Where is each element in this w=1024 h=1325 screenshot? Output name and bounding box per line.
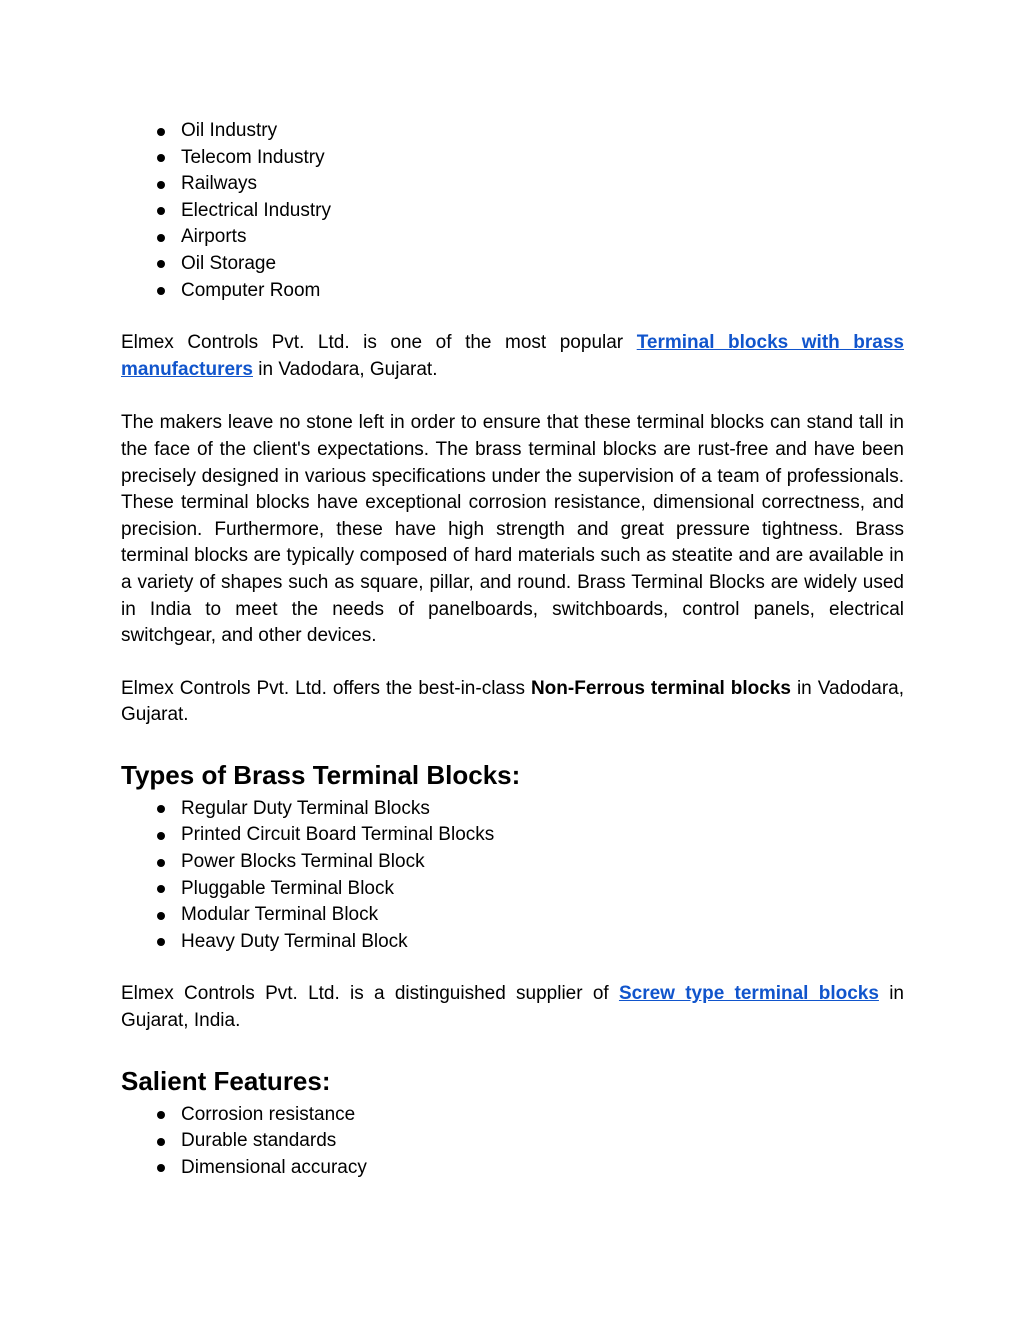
bullet-icon [157,832,165,840]
types-list [121,796,904,956]
paragraph-text: Elmex Controls Pvt. Ltd. is one of the most popular [121,332,637,354]
list-item [121,171,904,198]
bullet-icon [157,1164,165,1172]
list-item [121,145,904,172]
list-item [121,822,904,849]
paragraph-text: Elmex Controls Pvt. Ltd. offers the best-in-class [121,677,531,699]
bullet-icon [157,234,165,242]
types-heading: Types of Brass Terminal Blocks: [121,759,521,790]
paragraph-text: in Vadodara, Gujarat. [121,677,904,726]
bullet-icon [157,1138,165,1146]
list-item-label: Railways [181,173,258,195]
list-item-label: Heavy Duty Terminal Block [181,930,408,952]
bullet-icon [157,181,165,189]
bullet-icon [157,938,165,946]
screw-type-terminal-blocks-link[interactable]: Screw type terminal blocks [618,983,879,1005]
bullet-icon [157,128,165,136]
list-item [121,224,904,251]
list-item [121,198,904,225]
list-item-label: Regular Duty Terminal Blocks [181,797,430,819]
list-item-label: Oil Industry [181,120,278,141]
bullet-icon [157,859,165,867]
paragraph-text: in Vadodara, Gujarat. [253,358,438,380]
list-item [121,251,904,278]
bullet-icon [157,154,165,162]
list-item [121,876,904,903]
list-item [121,902,904,929]
list-item [121,1128,904,1155]
paragraph-text: in Gujarat, India. [121,983,904,1032]
features-list [121,1102,904,1182]
bullet-icon [157,207,165,215]
list-item-label: Oil Storage [181,252,277,274]
list-item [121,929,904,956]
list-item [121,278,904,305]
terminal-blocks-brass-link[interactable]: Terminal blocks with brass manufacturers [121,332,904,380]
document-page [121,118,904,1181]
list-item-label: Computer Room [181,279,321,301]
manufacturers-paragraph [121,330,904,383]
industries-list [121,118,904,304]
features-heading: Salient Features: [121,1065,331,1096]
list-item-label: Corrosion resistance [181,1103,356,1125]
paragraph-text: Elmex Controls Pvt. Ltd. is a distinguished supplier of [121,983,619,1005]
list-item [121,1102,904,1129]
bullet-icon [157,287,165,295]
list-item [121,796,904,823]
list-item-label: Printed Circuit Board Terminal Blocks [181,824,495,846]
non-ferrous-emphasis: Non-Ferrous terminal blocks [530,677,791,699]
list-item-label: Telecom Industry [181,146,325,168]
list-item-label: Airports [181,226,247,248]
list-item-label: Pluggable Terminal Block [181,877,394,899]
list-item [121,849,904,876]
bullet-icon [157,885,165,893]
list-item [121,118,904,145]
bullet-icon [157,260,165,268]
bullet-icon [157,1111,165,1119]
bullet-icon [157,912,165,920]
description-paragraph: The makers leave no stone left in order to ensure that these terminal blocks can stand tall in the face of the client's expectations. The brass terminal blocks are rust-free and have been precisely designed in various specifications under the supervision of a team of professionals. These terminal blocks have exceptional corrosion resistance, dimensional correctness, and precision. Furthermore, these have high strength and great pressure tightness. Brass terminal blocks are typically composed of hard materials such as steatite and are available in a variety of shapes such as square, pillar, and round. Brass Terminal Blocks are widely used in India to meet the needs of panelboards, switchboards, control panels, electrical switchgear, and other devices. [121,412,904,647]
list-item [121,1155,904,1182]
supplier-paragraph [121,981,904,1034]
list-item-label: Durable standards [181,1130,337,1152]
list-item-label: Power Blocks Terminal Block [181,851,425,873]
list-item-label: Dimensional accuracy [181,1156,367,1178]
list-item-label: Electrical Industry [181,199,331,221]
bullet-icon [157,805,165,813]
list-item-label: Modular Terminal Block [181,904,379,926]
non-ferrous-paragraph [121,676,904,729]
